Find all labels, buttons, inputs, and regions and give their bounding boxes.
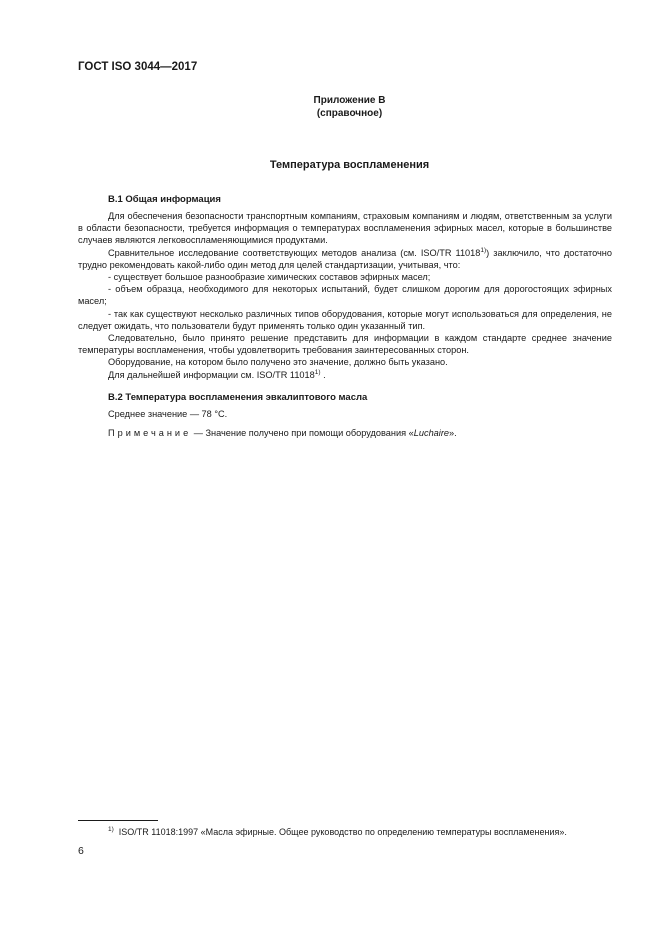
paragraph: Следовательно, было принято решение представить для информации в каждом стандарте среднее значение температуры воспламенения, чтобы удовлетворить требования заинтересованных сторон. [78,333,612,356]
paragraph: Оборудование, на котором было получено это значение, должно быть указано. [108,357,448,368]
note: Примечание — Значение получено при помощи оборудования «Luchaire». [108,428,457,438]
footnote-ref: 1) [480,246,487,254]
paragraph: Сравнительное исследование соответствующих методов анализа (см. ISO/TR 11018$^{1)}$) заключило, что достаточно трудно рекомендовать какой-либо один метод для целей стандартизации, учитывая, что: [78,246,612,270]
document-code: ГОСТ ISO 3044—2017 [78,61,198,73]
annex-heading: Температура воспламенения [269,159,430,171]
brand-name: Luchaire [413,428,449,438]
mean-value-text: Среднее значение — 78 °С. [108,409,228,419]
paragraph: Для обеспечения безопасности транспортным компаниям, страховым компаниям и людям, ответственным за услуги в области безопасности, требуется информация о температурах воспламенения эфирных масел, которые в большинстве случаев являются легковоспламеняющимися продуктами. [78,211,612,246]
footnote-mark: 1) [108,826,114,833]
list-item: - существует большое разнообразие химических составов эфирных масел; [108,272,431,283]
annex-title: Приложение В [313,95,386,106]
footnote-ref: 1) [314,368,321,376]
list-item: - объем образца, необходимого для некоторых испытаний, будет слишком дорогим для дорогостоящих эфирных масел; [78,284,612,307]
section-b1-heading: В.1 Общая информация [108,194,221,205]
annex-subtitle: (справочное) [316,108,383,119]
footnote: $^{1)}$ ISO/TR 11018:1997 «Масла эфирные. Общее руководство по определению температуры воспламенения». [108,826,567,837]
list-item: - так как существуют несколько различных типов оборудования, которые могут использоваться для определения, не следует ожидать, что пользователи будут применять только один указанный тип. [78,308,612,331]
page-number: 6 [78,845,84,857]
section-b2-heading: В.2 Температура воспламенения эвкалиптового масла [108,392,368,403]
note-label: Примечание [108,428,192,438]
paragraph: Для дальнейшей информации см. ISO/TR 11018$^{1)}$ . [108,368,326,380]
section-b1-body [78,210,612,381]
footnote-divider [78,820,158,821]
